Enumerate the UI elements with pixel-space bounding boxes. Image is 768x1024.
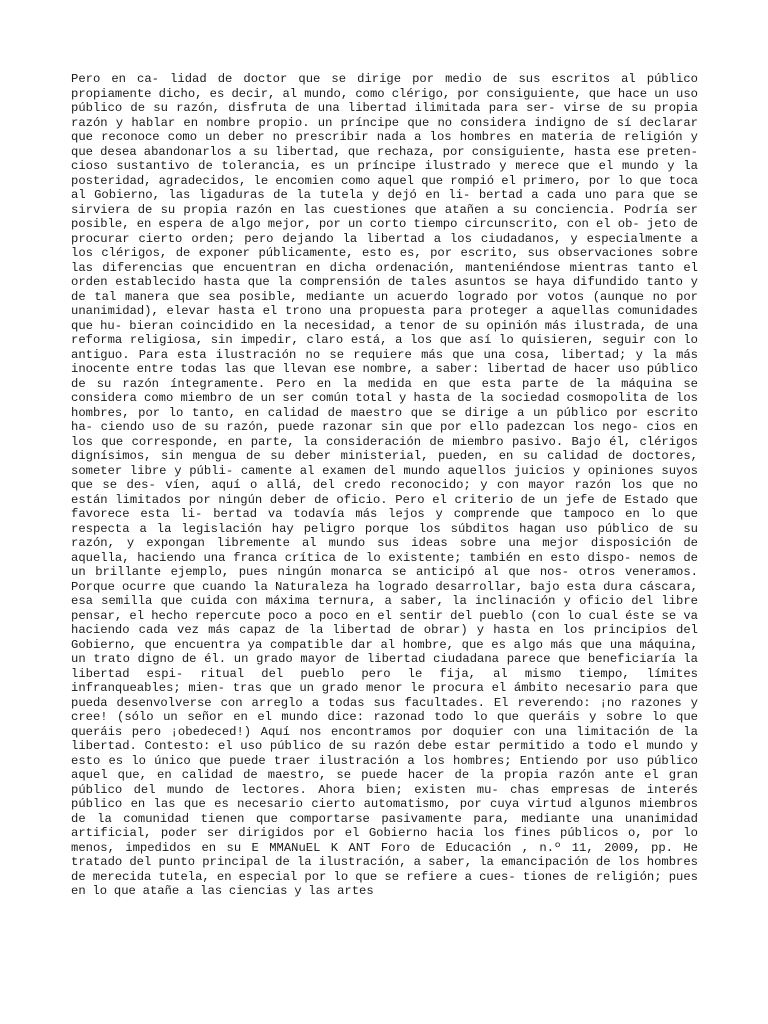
- body-paragraph: Pero en ca- lidad de doctor que se dirige por medio de sus escritos al público propiamente dicho, es decir, al mundo, como clérigo, por consiguiente, que hace un uso público de su razón, disfruta de una libertad ilimitada para ser- virse de su propia razón y hablar en nombre propio. un príncipe que no considera indigno de sí declarar que reconoce como un deber no prescribir nada a los hombres en materia de religión y que desea abandonarlos a su libertad, que rechaza, por consiguiente, hasta ese preten- cioso sustantivo de tolerancia, es un príncipe ilustrado y merece que el mundo y la posteridad, agradecidos, le encomien como aquel que rompió el primero, por lo que toca al Gobierno, las ligaduras de la tutela y dejó en li- bertad a cada uno para que se sirviera de su propia razón en las cuestiones que atañen a su conciencia. Podría ser posible, en espera de algo mejor, por un corto tiempo circunscrito, con el ob- jeto de procurar cierto orden; pero dejando la libertad a los ciudadanos, y especialmente a los clérigos, de exponer públicamente, esto es, por escrito, sus observaciones sobre las diferencias que encuentran en dicha ordenación, manteniéndose mientras tanto el orden establecido hasta que la comprensión de tales asuntos se haya difundido tanto y de tal manera que sea posible, mediante un acuerdo logrado por votos (aunque no por unanimidad), elevar hasta el trono una propuesta para proteger a aquellas comunidades que hu- bieran coincidido en la necesidad, a tenor de su opinión más ilustrada, de una reforma religiosa, sin impedir, claro está, a los que así lo quisieren, seguir con lo antiguo. Para esta ilustración no se requiere más que una cosa, libertad; y la más inocente entre todas las que llevan ese nombre, a saber: libertad de hacer uso público de su razón íntegramente. Pero en la medida en que esta parte de la máquina se considera como miembro de un ser común total y hasta de la sociedad cosmopolita de los hombres, por lo tanto, en calidad de maestro que se dirige a un público por escrito ha- ciendo uso de su razón, puede razonar sin que por ello padezcan los nego- cios en los que corresponde, en parte, la consideración de miembro pasivo. Bajo él, clérigos dignísimos, sin mengua de su deber ministerial, pueden, en su calidad de doctores, someter libre y públi- camente al examen del mundo aquellos juicios y opiniones suyos que se des- víen, aquí o allá, del credo reconocido; y con mayor razón los que no están limitados por ningún deber de oficio. Pero el criterio de un jefe de Estado que favorece esta li- bertad va todavía más lejos y comprende que tampoco en lo que respecta a la legislación hay peligro porque los súbditos hagan uso público de su razón, y expongan libremente al mundo sus ideas sobre una mejor disposición de aquella, haciendo una franca crítica de lo existente; también en esto dispo- nemos de un brillante ejemplo, pues ningún monarca se anticipó al que nos- otros veneramos. Porque ocurre que cuando la Naturaleza ha logrado desarrollar, bajo esta dura cáscara, esa semilla que cuida con máxima ternura, a saber, la inclinación y oficio del libre pensar, el hecho repercute poco a poco en el sentir del pueblo (con lo cual éste se va haciendo cada vez más capaz de la libertad de obrar) y hasta en los principios del Gobierno, que encuentra ya compatible dar al hombre, que es algo más que una máquina, un trato digno de él. un grado mayor de libertad ciudadana parece que beneficiaría la libertad espi- ritual del pueblo pero le fija, al mismo tiempo, límites infranqueables; mien- tras que un grado menor le procura el ámbito necesario para que pueda desenvolverse con arreglo a todas sus facultades. El reverendo: ¡no razones y cree! (sólo un señor en el mundo dice: razonad todo lo que queráis y sobre lo que queráis pero ¡obedeced!) Aquí nos encontramos por doquier con una limitación de la libertad. Contesto: el uso público de su razón debe estar permitido a todo el mundo y esto es lo único que puede traer ilustración a los hombres; Entiendo por uso público aquel que, en calidad de maestro, se puede hacer de la propia razón ante el gran público del mundo de lectores. Ahora bien; existen mu- chas empresas de interés público en las que es necesario cierto automatismo, por cuya virtud algunos miembros de la comunidad tienen que comportarse pasivamente para, mediante una unanimidad artificial, poder ser dirigidos por el Gobierno hacia los fines públicos o, por lo menos, impedidos en su E MMANuEL K ANT Foro de Educación , n.º 11, 2009, pp. He tratado del punto principal de la ilustración, a saber, la emancipación de los hombres de merecida tutela, en especial por lo que se refiere a cues- tiones de religión; pues en lo que atañe a las ciencias y las artes: [71, 72, 698, 898]
